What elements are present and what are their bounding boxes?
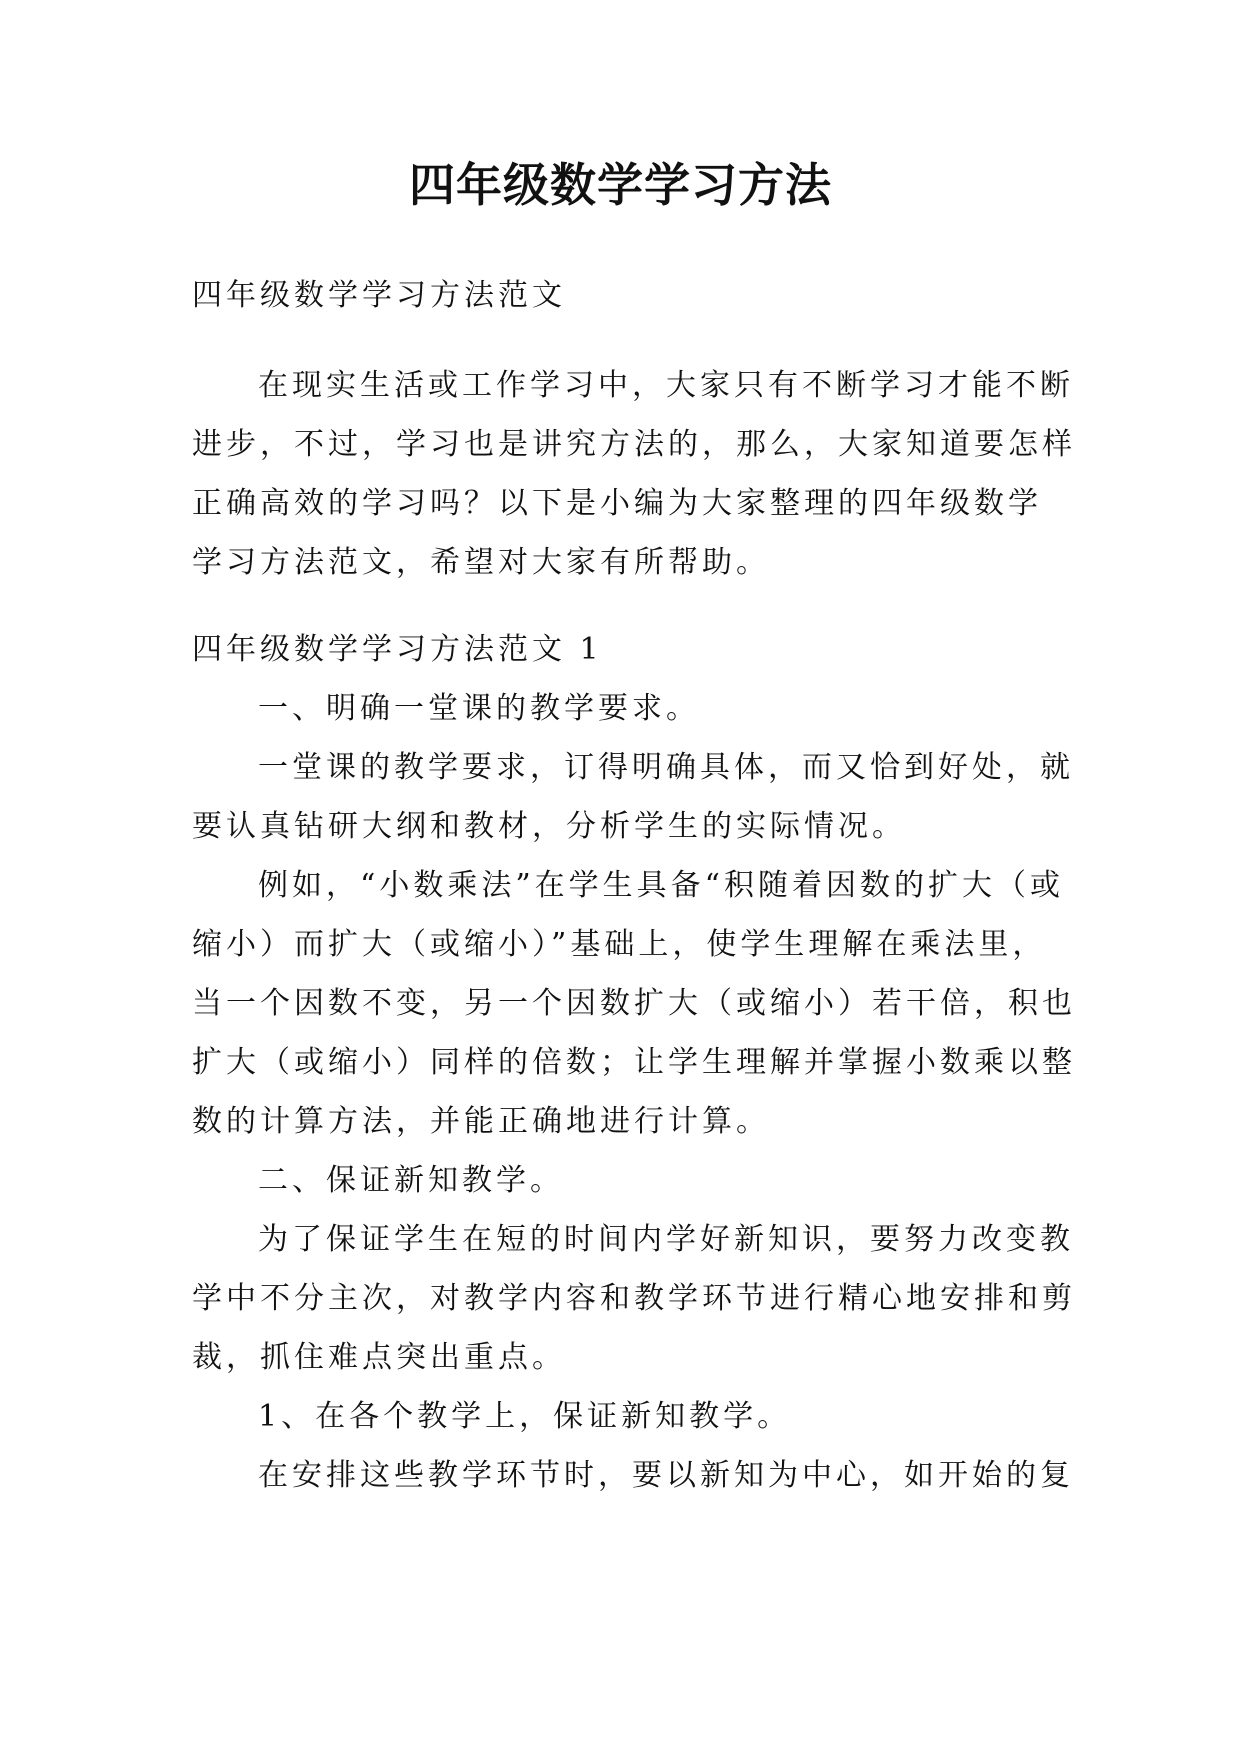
intro-line: 在现实生活或工作学习中，大家只有不断学习才能不断: [258, 368, 1074, 403]
paragraph-line: 学中不分主次，对教学内容和教学环节进行精心地安排和剪: [192, 1281, 1076, 1316]
heading-line: 1、在各个教学上，保证新知教学。: [258, 1399, 792, 1434]
section-title: 四年级数学学习方法范文 1: [192, 632, 603, 667]
paragraph-line: 一堂课的教学要求，订得明确具体，而又恰到好处，就: [258, 750, 1074, 785]
heading-line: 一、明确一堂课的教学要求。: [258, 691, 700, 726]
paragraph-line: 裁，抓住难点突出重点。: [192, 1340, 566, 1375]
intro-line: 学习方法范文，希望对大家有所帮助。: [192, 545, 770, 580]
paragraph-line: 为了保证学生在短的时间内学好新知识，要努力改变教: [258, 1222, 1074, 1257]
intro-line: 进步，不过，学习也是讲究方法的，那么，大家知道要怎样: [192, 427, 1076, 462]
paragraph-line: 例如，“小数乘法”在学生具备“积随着因数的扩大（或: [258, 868, 1065, 903]
intro-paragraph: [192, 356, 1076, 592]
heading-line: 二、保证新知教学。: [258, 1163, 564, 1198]
paragraph-line: 扩大（或缩小）同样的倍数；让学生理解并掌握小数乘以整: [192, 1045, 1076, 1080]
paragraph-line: 当一个因数不变，另一个因数扩大（或缩小）若干倍，积也: [192, 986, 1076, 1021]
paragraph-line: 缩小）而扩大（或缩小）”基础上，使学生理解在乘法里，: [192, 927, 1047, 962]
document-subtitle: 四年级数学学习方法范文: [192, 278, 566, 313]
paragraph-line: 数的计算方法，并能正确地进行计算。: [192, 1104, 770, 1139]
document-title: 四年级数学学习方法: [409, 158, 832, 212]
paragraph-line: 要认真钻研大纲和教材，分析学生的实际情况。: [192, 809, 906, 844]
subtitle-block: [192, 266, 1057, 325]
intro-line: 正确高效的学习吗？以下是小编为大家整理的四年级数学: [192, 486, 1042, 521]
paragraph-line: 在安排这些教学环节时，要以新知为中心，如开始的复: [258, 1458, 1074, 1493]
section-body: [192, 620, 1076, 1505]
